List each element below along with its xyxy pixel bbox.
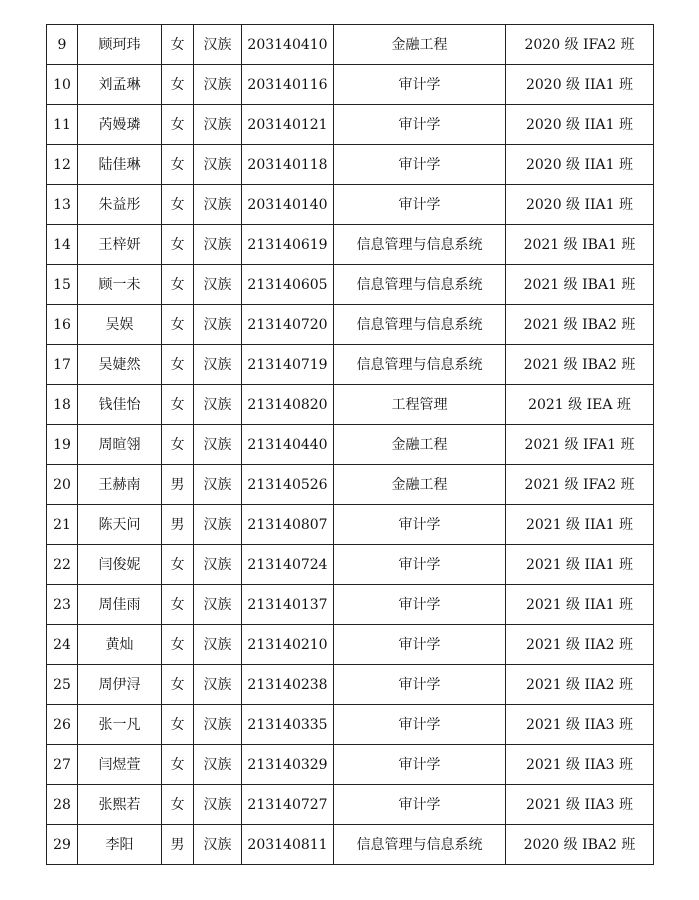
major-cell: 审计学 xyxy=(334,625,506,665)
row-number-cell: 17 xyxy=(47,345,78,385)
ethnicity-cell: 汉族 xyxy=(194,105,242,145)
ethnicity-cell: 汉族 xyxy=(194,665,242,705)
major-cell: 审计学 xyxy=(334,105,506,145)
student-name-cell: 闫俊妮 xyxy=(78,545,162,585)
student-id-cell: 213140820 xyxy=(242,385,334,425)
class-cell: 2020 级 IIA1 班 xyxy=(506,105,654,145)
student-id-cell: 213140440 xyxy=(242,425,334,465)
student-name-cell: 周佳雨 xyxy=(78,585,162,625)
ethnicity-cell: 汉族 xyxy=(194,185,242,225)
gender-cell: 女 xyxy=(162,385,194,425)
major-cell: 审计学 xyxy=(334,785,506,825)
table-row xyxy=(47,545,654,585)
class-cell: 2021 级 IEA 班 xyxy=(506,385,654,425)
table-row xyxy=(47,745,654,785)
student-id-cell: 213140719 xyxy=(242,345,334,385)
ethnicity-cell: 汉族 xyxy=(194,825,242,865)
row-number-cell: 22 xyxy=(47,545,78,585)
student-id-cell: 213140619 xyxy=(242,225,334,265)
major-cell: 金融工程 xyxy=(334,465,506,505)
class-cell: 2021 级 IFA2 班 xyxy=(506,465,654,505)
major-cell: 审计学 xyxy=(334,145,506,185)
student-id-cell: 203140118 xyxy=(242,145,334,185)
row-number-cell: 10 xyxy=(47,65,78,105)
row-number-cell: 16 xyxy=(47,305,78,345)
ethnicity-cell: 汉族 xyxy=(194,745,242,785)
class-cell: 2020 级 IIA1 班 xyxy=(506,145,654,185)
student-roster-table xyxy=(46,24,654,865)
major-cell: 金融工程 xyxy=(334,25,506,65)
class-cell: 2021 级 IIA1 班 xyxy=(506,505,654,545)
gender-cell: 女 xyxy=(162,665,194,705)
gender-cell: 女 xyxy=(162,305,194,345)
ethnicity-cell: 汉族 xyxy=(194,705,242,745)
gender-cell: 女 xyxy=(162,105,194,145)
major-cell: 审计学 xyxy=(334,585,506,625)
student-id-cell: 213140526 xyxy=(242,465,334,505)
class-cell: 2021 级 IBA1 班 xyxy=(506,265,654,305)
student-name-cell: 吴娱 xyxy=(78,305,162,345)
ethnicity-cell: 汉族 xyxy=(194,25,242,65)
gender-cell: 女 xyxy=(162,745,194,785)
row-number-cell: 26 xyxy=(47,705,78,745)
table-row xyxy=(47,385,654,425)
student-name-cell: 王赫南 xyxy=(78,465,162,505)
student-name-cell: 张一凡 xyxy=(78,705,162,745)
roster-body xyxy=(47,25,654,865)
class-cell: 2021 级 IIA1 班 xyxy=(506,585,654,625)
student-name-cell: 周伊浔 xyxy=(78,665,162,705)
gender-cell: 女 xyxy=(162,585,194,625)
student-name-cell: 黄灿 xyxy=(78,625,162,665)
table-row xyxy=(47,25,654,65)
row-number-cell: 24 xyxy=(47,625,78,665)
gender-cell: 男 xyxy=(162,505,194,545)
gender-cell: 女 xyxy=(162,25,194,65)
student-id-cell: 213140724 xyxy=(242,545,334,585)
student-name-cell: 周暄翎 xyxy=(78,425,162,465)
table-row xyxy=(47,825,654,865)
row-number-cell: 19 xyxy=(47,425,78,465)
ethnicity-cell: 汉族 xyxy=(194,625,242,665)
gender-cell: 女 xyxy=(162,705,194,745)
table-row xyxy=(47,625,654,665)
class-cell: 2021 级 IIA2 班 xyxy=(506,665,654,705)
class-cell: 2021 级 IBA2 班 xyxy=(506,345,654,385)
ethnicity-cell: 汉族 xyxy=(194,785,242,825)
table-row xyxy=(47,305,654,345)
student-name-cell: 刘孟琳 xyxy=(78,65,162,105)
table-row xyxy=(47,145,654,185)
student-id-cell: 213140335 xyxy=(242,705,334,745)
table-row xyxy=(47,425,654,465)
student-id-cell: 203140121 xyxy=(242,105,334,145)
row-number-cell: 29 xyxy=(47,825,78,865)
student-name-cell: 闫煜萱 xyxy=(78,745,162,785)
ethnicity-cell: 汉族 xyxy=(194,345,242,385)
student-name-cell: 张熙若 xyxy=(78,785,162,825)
major-cell: 信息管理与信息系统 xyxy=(334,305,506,345)
gender-cell: 男 xyxy=(162,465,194,505)
table-row xyxy=(47,105,654,145)
row-number-cell: 14 xyxy=(47,225,78,265)
class-cell: 2021 级 IBA2 班 xyxy=(506,305,654,345)
class-cell: 2020 级 IIA1 班 xyxy=(506,185,654,225)
student-id-cell: 213140807 xyxy=(242,505,334,545)
gender-cell: 女 xyxy=(162,625,194,665)
table-row xyxy=(47,505,654,545)
ethnicity-cell: 汉族 xyxy=(194,465,242,505)
major-cell: 审计学 xyxy=(334,545,506,585)
student-id-cell: 203140410 xyxy=(242,25,334,65)
table-row xyxy=(47,65,654,105)
row-number-cell: 27 xyxy=(47,745,78,785)
table-row xyxy=(47,785,654,825)
ethnicity-cell: 汉族 xyxy=(194,65,242,105)
student-id-cell: 203140811 xyxy=(242,825,334,865)
student-id-cell: 213140605 xyxy=(242,265,334,305)
major-cell: 审计学 xyxy=(334,665,506,705)
table-row xyxy=(47,345,654,385)
ethnicity-cell: 汉族 xyxy=(194,545,242,585)
row-number-cell: 12 xyxy=(47,145,78,185)
gender-cell: 女 xyxy=(162,265,194,305)
gender-cell: 女 xyxy=(162,785,194,825)
class-cell: 2021 级 IBA1 班 xyxy=(506,225,654,265)
student-id-cell: 203140116 xyxy=(242,65,334,105)
student-id-cell: 213140329 xyxy=(242,745,334,785)
table-row xyxy=(47,665,654,705)
student-name-cell: 顾一未 xyxy=(78,265,162,305)
student-name-cell: 芮嫚璘 xyxy=(78,105,162,145)
row-number-cell: 13 xyxy=(47,185,78,225)
student-id-cell: 203140140 xyxy=(242,185,334,225)
table-row xyxy=(47,225,654,265)
ethnicity-cell: 汉族 xyxy=(194,505,242,545)
ethnicity-cell: 汉族 xyxy=(194,425,242,465)
row-number-cell: 11 xyxy=(47,105,78,145)
row-number-cell: 21 xyxy=(47,505,78,545)
ethnicity-cell: 汉族 xyxy=(194,305,242,345)
row-number-cell: 20 xyxy=(47,465,78,505)
table-row xyxy=(47,185,654,225)
major-cell: 审计学 xyxy=(334,185,506,225)
student-name-cell: 李阳 xyxy=(78,825,162,865)
class-cell: 2020 级 IBA2 班 xyxy=(506,825,654,865)
student-name-cell: 陈天问 xyxy=(78,505,162,545)
class-cell: 2021 级 IIA1 班 xyxy=(506,545,654,585)
row-number-cell: 23 xyxy=(47,585,78,625)
student-name-cell: 王梓妍 xyxy=(78,225,162,265)
student-id-cell: 213140137 xyxy=(242,585,334,625)
major-cell: 信息管理与信息系统 xyxy=(334,265,506,305)
student-id-cell: 213140720 xyxy=(242,305,334,345)
class-cell: 2021 级 IFA1 班 xyxy=(506,425,654,465)
table-row xyxy=(47,465,654,505)
class-cell: 2021 级 IIA2 班 xyxy=(506,625,654,665)
major-cell: 工程管理 xyxy=(334,385,506,425)
major-cell: 审计学 xyxy=(334,65,506,105)
row-number-cell: 28 xyxy=(47,785,78,825)
table-row xyxy=(47,585,654,625)
ethnicity-cell: 汉族 xyxy=(194,585,242,625)
row-number-cell: 25 xyxy=(47,665,78,705)
row-number-cell: 15 xyxy=(47,265,78,305)
student-name-cell: 钱佳怡 xyxy=(78,385,162,425)
gender-cell: 女 xyxy=(162,65,194,105)
class-cell: 2021 级 IIA3 班 xyxy=(506,745,654,785)
major-cell: 信息管理与信息系统 xyxy=(334,825,506,865)
gender-cell: 女 xyxy=(162,545,194,585)
major-cell: 审计学 xyxy=(334,505,506,545)
student-id-cell: 213140727 xyxy=(242,785,334,825)
major-cell: 金融工程 xyxy=(334,425,506,465)
gender-cell: 女 xyxy=(162,225,194,265)
major-cell: 信息管理与信息系统 xyxy=(334,345,506,385)
student-name-cell: 朱益彤 xyxy=(78,185,162,225)
gender-cell: 女 xyxy=(162,185,194,225)
gender-cell: 男 xyxy=(162,825,194,865)
student-name-cell: 顾珂玮 xyxy=(78,25,162,65)
class-cell: 2020 级 IIA1 班 xyxy=(506,65,654,105)
gender-cell: 女 xyxy=(162,345,194,385)
student-name-cell: 吴婕然 xyxy=(78,345,162,385)
major-cell: 信息管理与信息系统 xyxy=(334,225,506,265)
ethnicity-cell: 汉族 xyxy=(194,225,242,265)
class-cell: 2021 级 IIA3 班 xyxy=(506,705,654,745)
row-number-cell: 18 xyxy=(47,385,78,425)
student-id-cell: 213140210 xyxy=(242,625,334,665)
student-name-cell: 陆佳琳 xyxy=(78,145,162,185)
ethnicity-cell: 汉族 xyxy=(194,385,242,425)
table-row xyxy=(47,705,654,745)
class-cell: 2020 级 IFA2 班 xyxy=(506,25,654,65)
major-cell: 审计学 xyxy=(334,745,506,785)
ethnicity-cell: 汉族 xyxy=(194,145,242,185)
ethnicity-cell: 汉族 xyxy=(194,265,242,305)
class-cell: 2021 级 IIA3 班 xyxy=(506,785,654,825)
major-cell: 审计学 xyxy=(334,705,506,745)
table-row xyxy=(47,265,654,305)
gender-cell: 女 xyxy=(162,425,194,465)
row-number-cell: 9 xyxy=(47,25,78,65)
student-id-cell: 213140238 xyxy=(242,665,334,705)
gender-cell: 女 xyxy=(162,145,194,185)
